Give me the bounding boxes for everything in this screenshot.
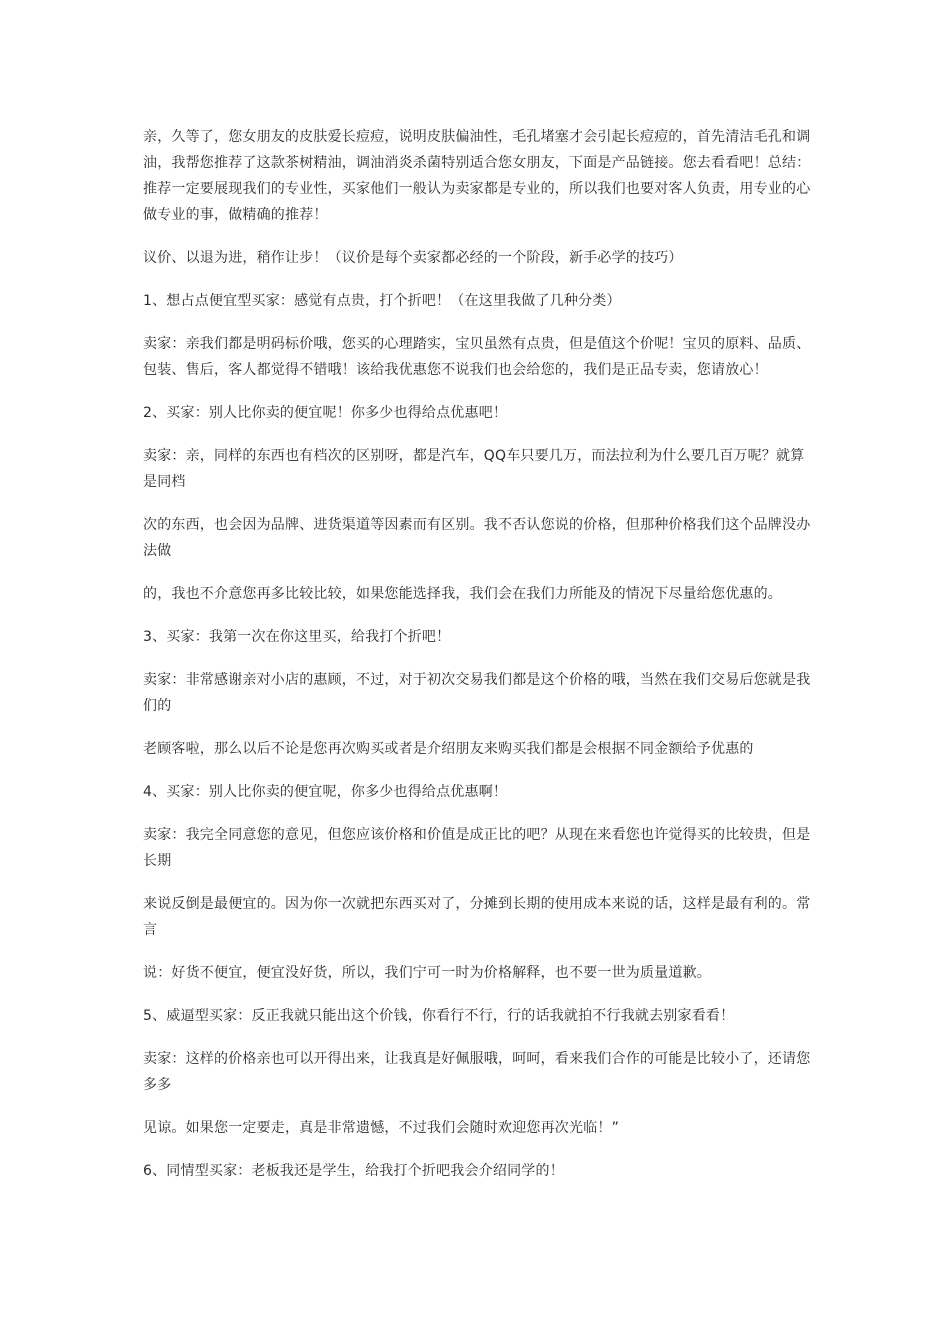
paragraph-case-2-seller-b: 次的东西，也会因为品牌、进货渠道等因素而有区别。我不否认您说的价格，但那种价格我们这个品牌没办法做 xyxy=(143,517,811,559)
paragraph-case-5-seller-a: 卖家：这样的价格亲也可以开得出来，让我真是好佩服哦，呵呵，看来我们合作的可能是比较小了，还请您多多 xyxy=(143,1051,811,1093)
paragraph-case-2-seller-a: 卖家：亲，同样的东西也有档次的区别呀，都是汽车，QQ车只要几万，而法拉利为什么要几百万呢？就算是同档 xyxy=(143,448,805,490)
paragraph-case-2-buyer: 2、买家：别人比你卖的便宜呢！你多少也得给点优惠吧！ xyxy=(143,405,508,421)
paragraph-case-3-seller-a: 卖家：非常感谢亲对小店的惠顾，不过，对于初次交易我们都是这个价格的哦，当然在我们交易后您就是我们的 xyxy=(143,672,811,714)
paragraph-case-2-seller-c: 的，我也不介意您再多比较比较，如果您能选择我，我们会在我们力所能及的情况下尽量给您优惠的。 xyxy=(143,586,782,602)
document-body xyxy=(143,124,813,1201)
paragraph-intro-reply: 亲，久等了，您女朋友的皮肤爱长痘痘，说明皮肤偏油性，毛孔堵塞才会引起长痘痘的，首先清洁毛孔和调油，我帮您推荐了这款茶树精油，调油消炎杀菌特别适合您女朋友，下面是产品链接。您去看看吧！总结：推荐一定要展现我们的专业性，买家他们一般认为卖家都是专业的，所以我们也要对客人负责，用专业的心做专业的事，做精确的推荐！ xyxy=(143,129,811,223)
paragraph-bargain-heading: 议价、以退为进，稍作让步！（议价是每个卖家都必经的一个阶段，新手必学的技巧） xyxy=(143,250,683,266)
paragraph-case-4-seller-c: 说：好货不便宜，便宜没好货，所以，我们宁可一时为价格解释，也不要一世为质量道歉。 xyxy=(143,965,711,981)
paragraph-case-3-buyer: 3、买家：我第一次在你这里买，给我打个折吧！ xyxy=(143,629,451,645)
paragraph-case-4-buyer: 4、买家：别人比你卖的便宜呢，你多少也得给点优惠啊！ xyxy=(143,784,508,800)
paragraph-case-4-seller-a: 卖家：我完全同意您的意见，但您应该价格和价值是成正比的吧？从现在来看您也许觉得买的比较贵，但是长期 xyxy=(143,827,811,869)
paragraph-case-3-seller-b: 老顾客啦，那么以后不论是您再次购买或者是介绍朋友来购买我们都是会根据不同金额给予优惠的 xyxy=(143,741,754,757)
paragraph-case-4-seller-b: 来说反倒是最便宜的。因为你一次就把东西买对了，分摊到长期的使用成本来说的话，这样是最有利的。常言 xyxy=(143,896,811,938)
paragraph-case-6-buyer: 6、同情型买家：老板我还是学生，给我打个折吧我会介绍同学的！ xyxy=(143,1163,564,1179)
paragraph-case-1-seller: 卖家：亲我们都是明码标价哦，您买的心理踏实，宝贝虽然有点贵，但是值这个价呢！宝贝的原料、品质、包装、售后，客人都觉得不错哦！该给我优惠您不说我们也会给您的，我们是正品专卖，您请放心！ xyxy=(143,336,811,378)
paragraph-case-5-buyer: 5、威逼型买家：反正我就只能出这个价钱，你看行不行，行的话我就拍不行我就去别家看看！ xyxy=(143,1008,735,1024)
paragraph-case-5-seller-b: 见谅。如果您一定要走，真是非常遗憾，不过我们会随时欢迎您再次光临！” xyxy=(143,1120,620,1136)
paragraph-case-1-buyer: 1、想占点便宜型买家：感觉有点贵，打个折吧！（在这里我做了几种分类） xyxy=(143,293,621,309)
